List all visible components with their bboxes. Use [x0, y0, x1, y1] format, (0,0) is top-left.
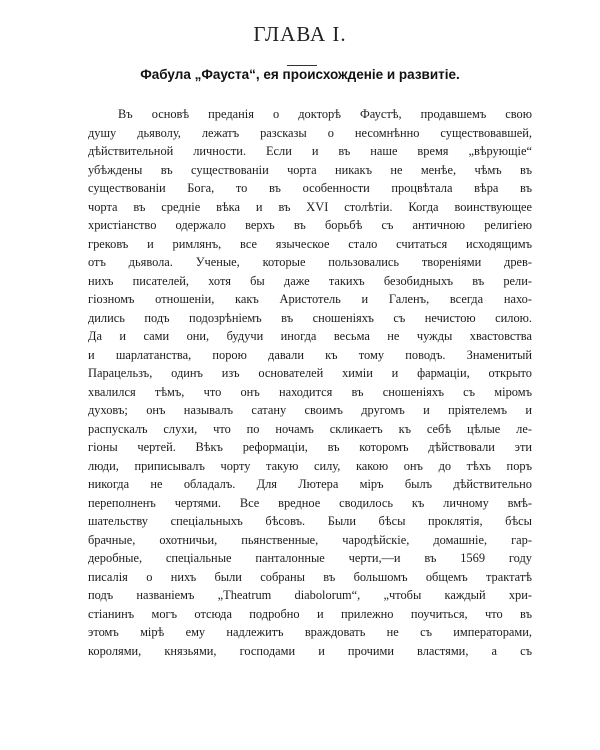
text-line: деробные, спеціальные панталонные черти,—и въ 1569 году: [88, 551, 532, 565]
text-line: никогда не обладалъ. Для Лютера міръ былъ дѣйствительно: [88, 477, 532, 491]
text-line: писалія о нихъ были собраны въ большомъ общемъ трактатѣ: [88, 569, 532, 584]
text-line: грековъ и римлянъ, все языческое стало считаться исходящимъ: [88, 236, 532, 251]
text-line: убѣждены въ существованіи чорта никакъ не менѣе, чѣмъ въ: [88, 162, 532, 177]
text-line: шательству спеціальныхъ бѣсовъ. Были бѣсы проклятія, бѣсы: [88, 514, 532, 528]
text-line: гіоны чертей. Вѣкъ реформаціи, въ которомъ дѣйствовали эти: [88, 440, 532, 454]
text-line: хвалился тѣмъ, что онъ находится въ сношеніяхъ съ міромъ: [88, 384, 532, 399]
text-line: Въ основѣ преданія о докторѣ Фаустѣ, продавшемъ свою: [118, 107, 532, 121]
text-line: Да и сами они, будучи иногда весьма не чужды хвастовства: [88, 329, 532, 343]
text-line: переполненъ чертями. Все вредное сводилось къ личному вмѣ-: [88, 495, 532, 510]
text-line: Парацельзъ, одинъ изъ основателей химіи и фармаціи, открыто: [88, 366, 532, 380]
chapter-title: ГЛАВА I.: [253, 22, 347, 46]
text-line: распускалъ слухи, что по ночамъ скликаетъ къ себѣ цѣлые ле-: [88, 421, 532, 436]
text-line: душу дьяволу, лежатъ разсказы о несомнѣнно существовавшей,: [88, 125, 532, 140]
text-line: дились подъ подозрѣніемъ въ сношеніяхъ съ нечистою силою.: [88, 310, 532, 325]
body-paragraph: [88, 105, 532, 660]
text-line: чорта въ средніе вѣка и въ XVI столѣтіи. Когда воинствующее: [88, 199, 532, 214]
text-line: стіанинъ могъ отсюда подробно и прилежно поучиться, что въ: [88, 606, 532, 621]
text-line: королями, князьями, господами и прочими властями, а съ: [88, 643, 532, 658]
text-line: нихъ писателей, хотя бы даже такихъ безобидныхъ въ рели-: [88, 273, 532, 288]
text-line: подъ названіемъ „Theatrum diabolorum“, „чтобы каждый хри-: [88, 588, 532, 602]
text-line: существованіи Бога, то въ особенности процвѣтала вѣра въ: [88, 181, 532, 195]
text-line: этомъ мірѣ ему надлежитъ враждовать не съ императорами,: [88, 625, 532, 639]
text-line: христіанство одержало верхъ въ борьбѣ съ античною религіею: [88, 218, 532, 232]
title-divider: [287, 65, 317, 66]
text-line: духовъ; онъ называлъ сатану своимъ другомъ и пріятелемъ и: [88, 403, 532, 417]
text-line: отъ дьявола. Ученые, которые пользовались твореніями древ-: [88, 255, 532, 269]
text-line: дѣйствительной личности. Если и въ наше время „вѣрующіе“: [88, 144, 532, 158]
text-line: люди, приписывалъ чорту такую силу, какою онъ до тѣхъ поръ: [88, 458, 532, 473]
chapter-subtitle: Фабула „Фауста“, ея происхожденіе и развитіе.: [140, 67, 460, 82]
text-line: гіозномъ отношеніи, какъ Аристотель и Галенъ, всегда нахо-: [88, 292, 532, 306]
text-line: и шарлатанства, порою давали къ тому поводъ. Знаменитый: [88, 347, 532, 362]
text-line: брачные, охотничьи, пьянственные, чародѣйскіе, домашніе, гар-: [88, 532, 532, 547]
